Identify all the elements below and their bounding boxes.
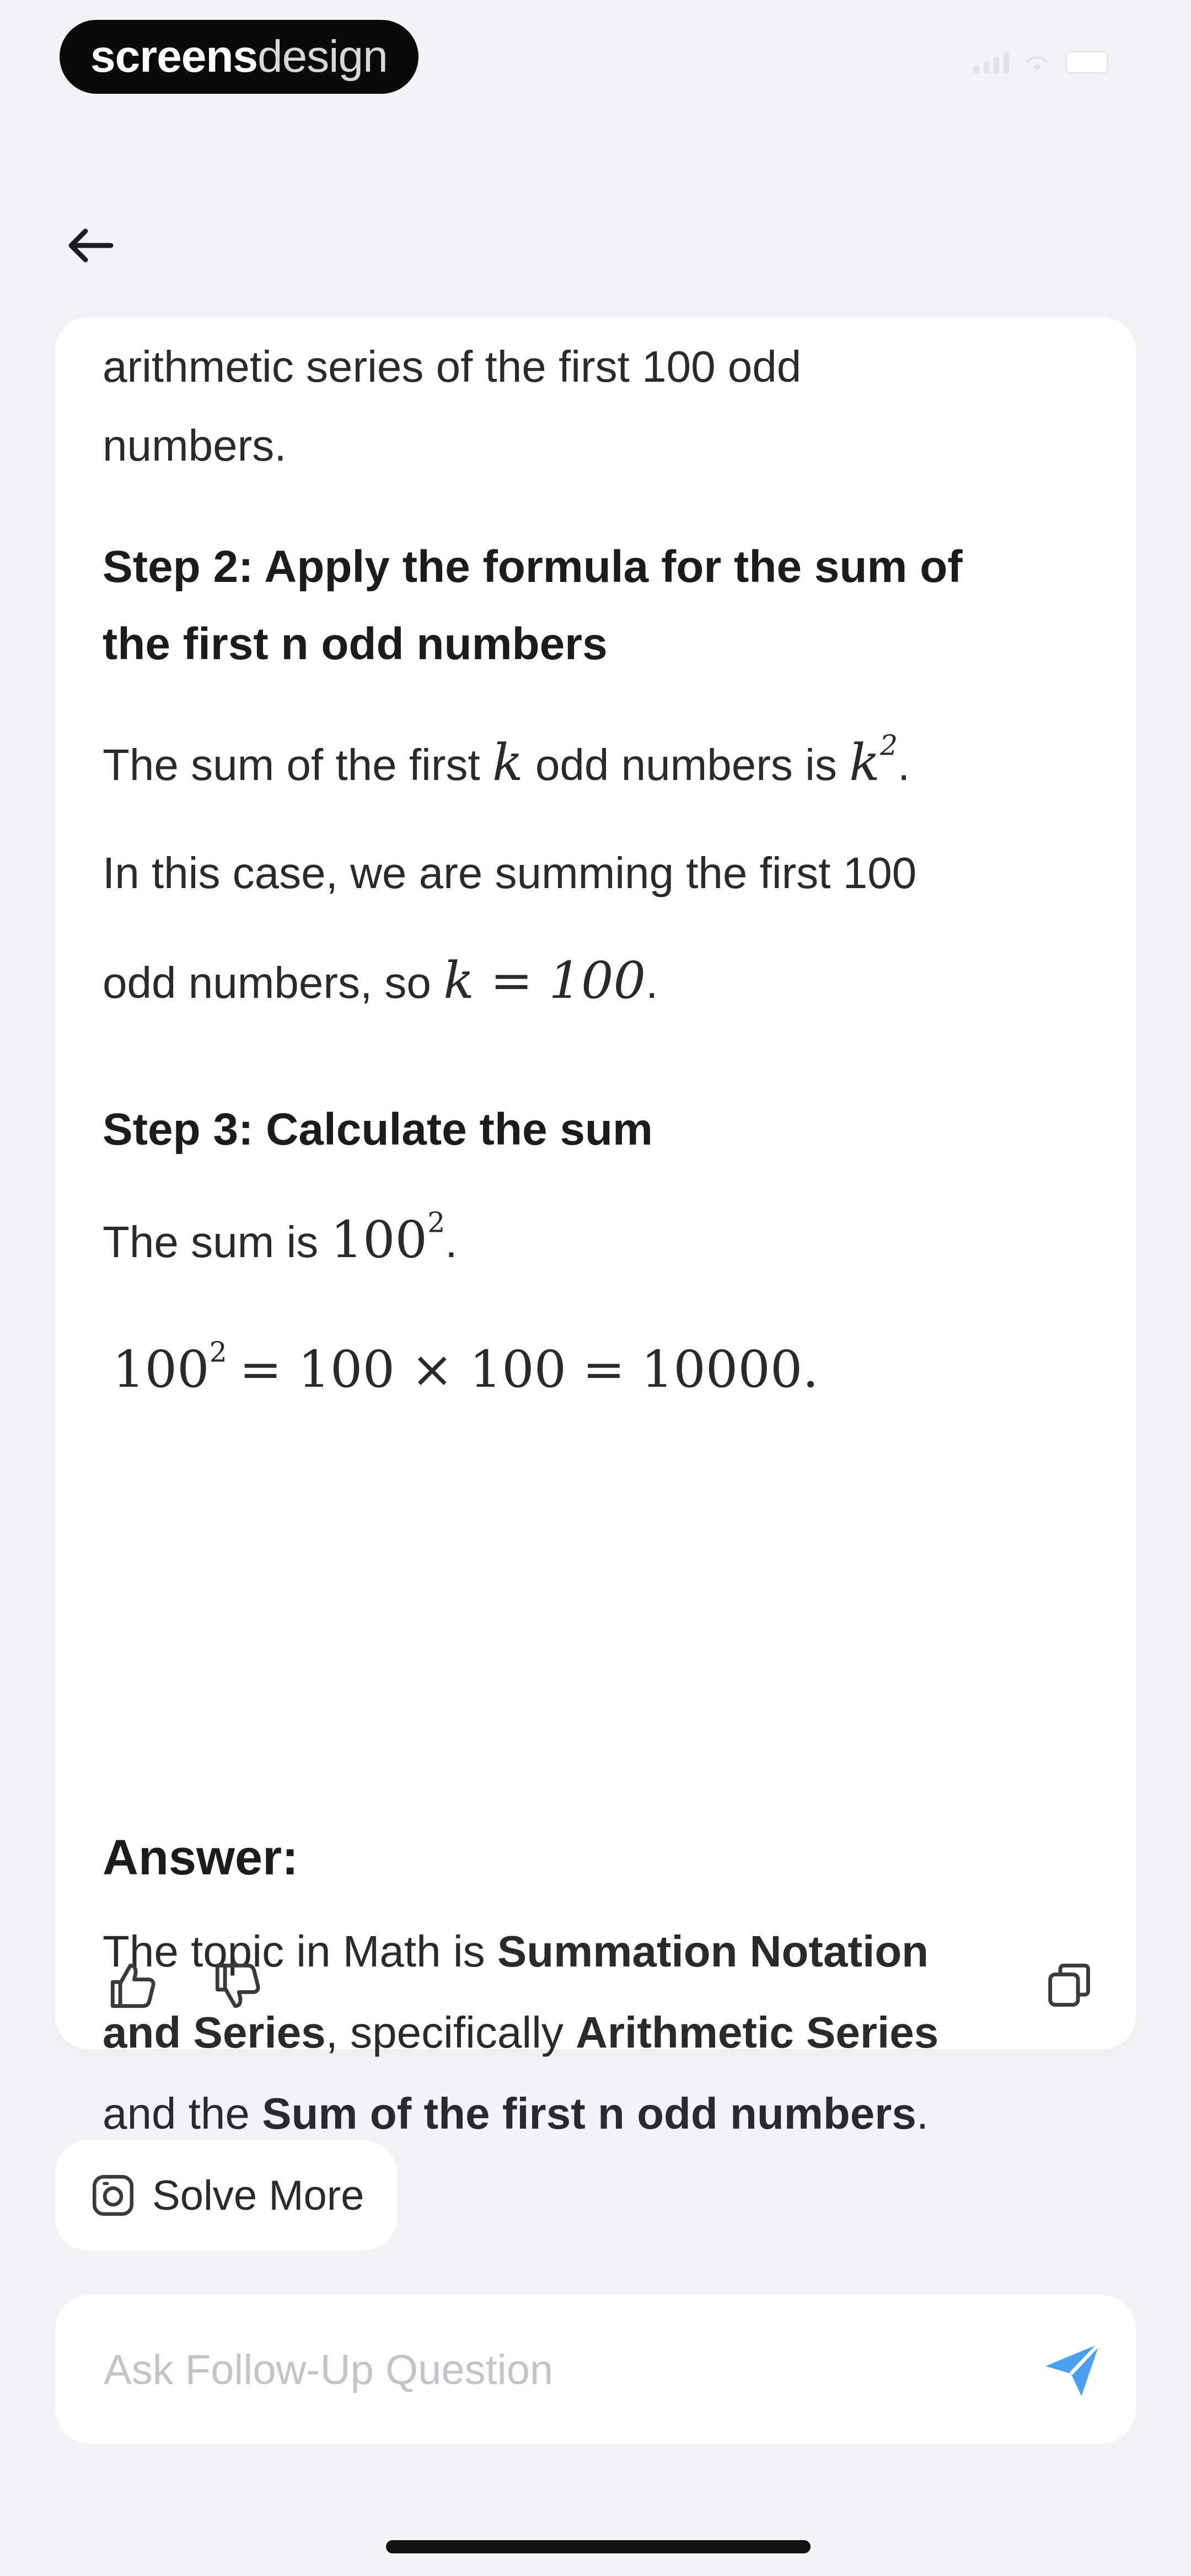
camera-icon [88,2171,138,2220]
step-3-sum-line: The sum is $100^2$. [103,1206,458,1269]
signal-icon [974,51,1009,73]
copy-icon [1039,1955,1099,2016]
solve-more-button[interactable] [55,2140,397,2251]
home-indicator [386,2540,811,2553]
answer-line-3-a: and the [103,2089,262,2138]
step-2-formula-line: The sum of the first k odd numbers is $k^2$. [103,729,910,792]
wifi-icon [1024,52,1050,72]
calc-base [112,1335,227,1399]
answer-line-3-c: . [916,2089,929,2138]
step-2-text-mid: odd numbers is [535,740,837,789]
math-k-equals-100: k = 100 [443,951,646,1010]
followup-bar [55,2295,1136,2444]
math-100-exponent: 2 [427,1206,446,1239]
step-2-text-prefix: The sum of the first [103,740,480,789]
back-button[interactable] [60,215,120,276]
thumbs-up-icon [103,1955,163,2016]
answer-heading: Answer: [103,1830,299,1885]
step-2-case-line-1: In this case, we are summing the first 100 [103,848,917,897]
calc-rest: = 100 × 100 = 10000 [239,1340,803,1399]
calc-exponent: 2 [209,1335,227,1369]
math-100-base: 100 [330,1210,428,1269]
answer-topic-arithmetic: Arithmetic Series [576,2008,939,2057]
brand-badge [60,20,419,94]
step-2-case-line-2: odd numbers, so k = 100. [103,951,658,1010]
math-100-squared [330,1206,446,1269]
followup-input[interactable] [103,2295,987,2445]
math-k-exponent: 2 [879,729,898,762]
intro-line-1: arithmetic series of the first 100 odd [103,342,802,391]
brand-light: design [257,31,388,82]
step-3-title: Step 3: Calculate the sum [103,1104,653,1155]
answer-topic-series: and Series [103,2008,326,2057]
intro-line-2: numbers. [103,421,287,470]
step-2-title-line-1: Step 2: Apply the formula for the sum of [103,542,963,592]
arrow-left-icon [62,223,117,268]
step-2-case-prefix: odd numbers, so [103,958,431,1007]
battery-icon [1065,51,1108,74]
like-button[interactable] [103,1955,163,2016]
math-variable-k: k [492,733,523,792]
card-actions [103,1939,1088,2016]
dislike-button[interactable] [207,1955,268,2016]
status-bar [0,0,1191,121]
calc-base-value: 100 [112,1340,210,1399]
status-icons [974,51,1108,74]
answer-line-1-a: The topic in Math is [103,1927,497,1976]
math-k-base: k [849,733,880,792]
math-k-squared [849,729,898,792]
answer-topic-odd-sum: Sum of the first n odd numbers [262,2089,916,2138]
send-button[interactable] [1037,2333,1108,2405]
brand-strong: screens [90,31,258,82]
step-2-title-line-2: the first n odd numbers [103,619,608,669]
answer-line-2-b: , specifically [325,2008,576,2057]
solution-card [55,317,1136,2138]
send-icon [1037,2333,1108,2405]
step-3-calculation: $100^2 = 100 \times 100 = 10000$. [112,1335,819,1399]
step-3-text-prefix: The sum is [103,1217,319,1266]
solve-more-label: Solve More [152,2172,364,2219]
copy-button[interactable] [1039,1955,1099,2016]
thumbs-down-icon [207,1955,268,2016]
answer-topic-summation: Summation Notation [497,1927,929,1976]
